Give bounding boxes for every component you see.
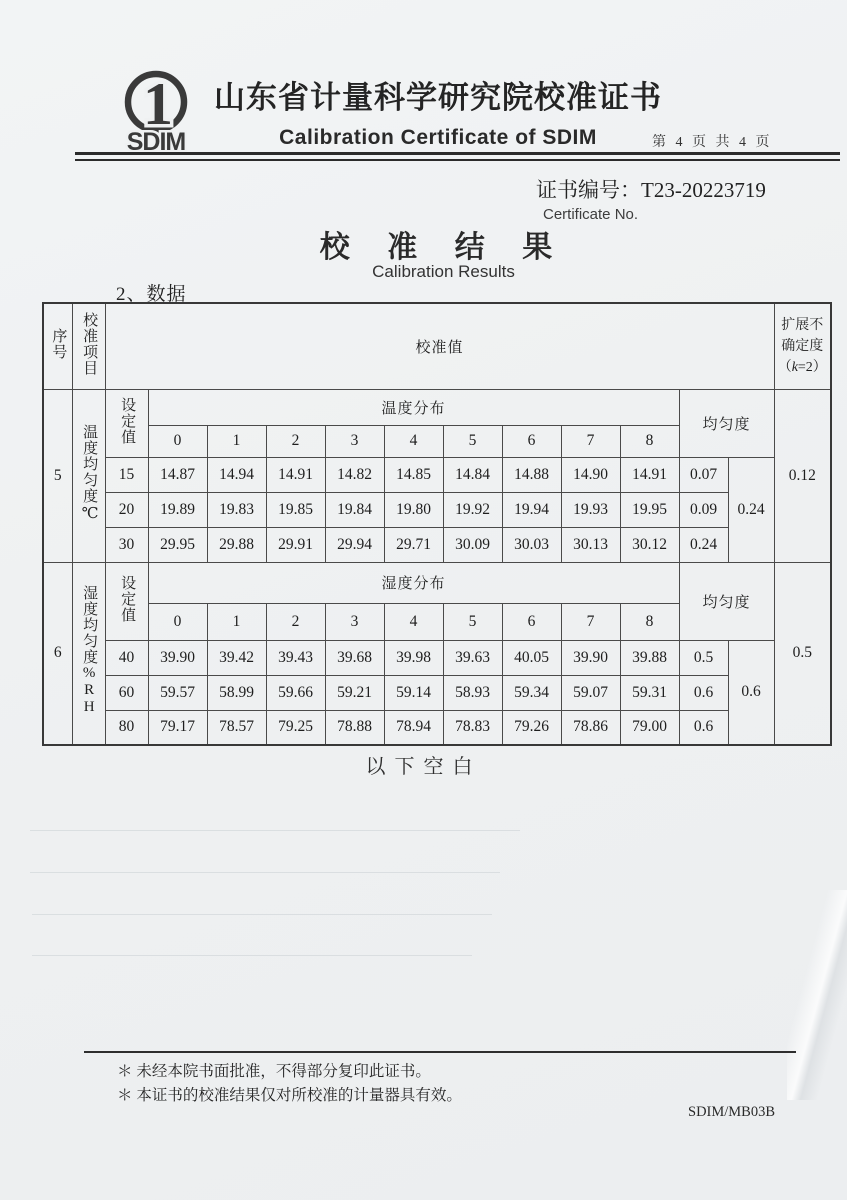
value-cell: 39.88 <box>620 640 679 675</box>
temp-distribution-header-cell: 温度分布 <box>148 389 679 425</box>
value-cell: 79.00 <box>620 710 679 745</box>
uncertainty-header-cell <box>774 303 831 389</box>
hum-uniformity-header-cell: 均匀度 <box>679 562 774 640</box>
point-cell: 8 <box>620 603 679 640</box>
point-cell: 7 <box>561 425 620 457</box>
value-cell: 30.12 <box>620 527 679 562</box>
point-cell: 7 <box>561 603 620 640</box>
sdim-logo <box>108 60 204 156</box>
value-cell: 14.94 <box>207 457 266 492</box>
value-cell: 14.84 <box>443 457 502 492</box>
value-cell: 29.88 <box>207 527 266 562</box>
hum-expanded-uncertainty-cell: 0.5 <box>774 562 831 745</box>
point-cell: 5 <box>443 603 502 640</box>
value-cell: 59.31 <box>620 675 679 710</box>
value-cell: 14.85 <box>384 457 443 492</box>
seq-header-label: 序号 <box>50 327 67 360</box>
hum-data-row <box>43 640 831 675</box>
value-cell: 39.63 <box>443 640 502 675</box>
value-cell: 19.85 <box>266 492 325 527</box>
certificate-number-label-en: Certificate No. <box>543 206 639 223</box>
hum-item-cell <box>72 562 105 745</box>
value-cell: 19.92 <box>443 492 502 527</box>
footer-note-2: ＊ 本证书的校准结果仅对所校准的计量器具有效。 <box>117 1087 462 1104</box>
temp-setpoint-label: 设定值 <box>119 396 136 445</box>
value-cell: 59.21 <box>325 675 384 710</box>
row-uniformity-cell: 0.6 <box>679 710 728 745</box>
row-uniformity-cell: 0.5 <box>679 640 728 675</box>
value-cell: 14.82 <box>325 457 384 492</box>
hum-subheader-row <box>43 562 831 603</box>
setpoint-cell: 15 <box>105 457 148 492</box>
value-cell: 30.13 <box>561 527 620 562</box>
point-cell: 4 <box>384 425 443 457</box>
row-uniformity-cell: 0.09 <box>679 492 728 527</box>
seq-header-cell <box>43 303 72 389</box>
value-cell: 39.42 <box>207 640 266 675</box>
uncertainty-k-open: （ <box>777 359 792 375</box>
value-cell: 39.43 <box>266 640 325 675</box>
bleed-through-line <box>32 955 472 956</box>
point-cell: 1 <box>207 603 266 640</box>
point-cell: 3 <box>325 603 384 640</box>
setpoint-cell: 40 <box>105 640 148 675</box>
item-header-label: 校准项目 <box>81 311 98 376</box>
institute-title-zh: 山东省计量科学研究院校准证书 <box>214 80 662 115</box>
data-section-label: 2、数据 <box>116 284 187 305</box>
uncertainty-k-rest: =2） <box>797 359 827 375</box>
value-cell: 79.17 <box>148 710 207 745</box>
value-cell: 19.95 <box>620 492 679 527</box>
point-cell: 5 <box>443 425 502 457</box>
item-header-cell <box>72 303 105 389</box>
hum-item-label: 湿度均匀度%RH <box>81 585 98 717</box>
value-cell: 19.89 <box>148 492 207 527</box>
value-cell: 30.09 <box>443 527 502 562</box>
point-cell: 2 <box>266 603 325 640</box>
bleed-through-line <box>30 872 500 873</box>
value-cell: 14.90 <box>561 457 620 492</box>
value-cell: 59.57 <box>148 675 207 710</box>
hum-data-row <box>43 675 831 710</box>
below-blank-note: 以下空白 <box>365 756 482 778</box>
value-cell: 40.05 <box>502 640 561 675</box>
uncertainty-header-label: 扩展不确定度 <box>781 317 824 354</box>
header-double-rule <box>75 152 840 161</box>
section-title-en: Calibration Results <box>372 262 515 281</box>
setpoint-cell: 60 <box>105 675 148 710</box>
temp-expanded-uncertainty-cell: 0.12 <box>774 389 831 562</box>
value-cell: 59.14 <box>384 675 443 710</box>
temp-subheader-row <box>43 389 831 425</box>
value-cell: 19.80 <box>384 492 443 527</box>
value-cell: 39.98 <box>384 640 443 675</box>
value-cell: 19.94 <box>502 492 561 527</box>
value-cell: 39.90 <box>561 640 620 675</box>
value-cell: 14.91 <box>620 457 679 492</box>
header-titles <box>198 72 678 150</box>
temp-setpoint-header-cell <box>105 389 148 457</box>
logo-numeral: 1 <box>143 71 173 137</box>
value-cell: 59.66 <box>266 675 325 710</box>
temp-data-row <box>43 492 831 527</box>
value-cell: 29.94 <box>325 527 384 562</box>
temp-item-cell <box>72 389 105 562</box>
value-cell: 78.83 <box>443 710 502 745</box>
hum-setpoint-header-cell <box>105 562 148 640</box>
row-uniformity-cell: 0.07 <box>679 457 728 492</box>
hum-data-row <box>43 710 831 745</box>
institute-title-en: Calibration Certificate of SDIM <box>279 126 597 149</box>
point-cell: 4 <box>384 603 443 640</box>
row-uniformity-cell: 0.24 <box>679 527 728 562</box>
value-cell: 19.84 <box>325 492 384 527</box>
temp-overall-uniformity-cell: 0.24 <box>728 457 774 562</box>
point-cell: 2 <box>266 425 325 457</box>
value-cell: 14.88 <box>502 457 561 492</box>
value-cell: 59.07 <box>561 675 620 710</box>
paper-crease <box>787 890 847 1100</box>
value-cell: 19.83 <box>207 492 266 527</box>
temp-uniformity-header-cell: 均匀度 <box>679 389 774 457</box>
value-header-cell: 校准值 <box>105 303 774 389</box>
value-cell: 14.91 <box>266 457 325 492</box>
page-number: 第 4 页 共 4 页 <box>652 135 773 150</box>
value-cell: 30.03 <box>502 527 561 562</box>
value-cell: 19.93 <box>561 492 620 527</box>
footer-rule <box>84 1051 796 1053</box>
uncertainty-k: k <box>791 359 798 375</box>
section-title-zh: 校 准 结 果 <box>319 231 568 264</box>
footer-note-1: ＊ 未经本院书面批准，不得部分复印此证书。 <box>117 1063 431 1080</box>
hum-overall-uniformity-cell: 0.6 <box>728 640 774 745</box>
sdim-logo-icon <box>108 60 204 156</box>
value-cell: 39.68 <box>325 640 384 675</box>
temp-data-row <box>43 457 831 492</box>
row-uniformity-cell: 0.6 <box>679 675 728 710</box>
point-cell: 0 <box>148 425 207 457</box>
temp-data-row <box>43 527 831 562</box>
point-cell: 8 <box>620 425 679 457</box>
value-cell: 59.34 <box>502 675 561 710</box>
hum-seq-cell: 6 <box>43 562 72 745</box>
hum-distribution-header-cell: 湿度分布 <box>148 562 679 603</box>
value-cell: 78.86 <box>561 710 620 745</box>
setpoint-cell: 30 <box>105 527 148 562</box>
temp-item-label: 温度均匀度℃ <box>81 423 98 523</box>
point-cell: 3 <box>325 425 384 457</box>
value-cell: 29.91 <box>266 527 325 562</box>
point-cell: 1 <box>207 425 266 457</box>
setpoint-cell: 20 <box>105 492 148 527</box>
value-cell: 78.57 <box>207 710 266 745</box>
hum-setpoint-label: 设定值 <box>119 574 136 623</box>
value-cell: 78.88 <box>325 710 384 745</box>
temp-seq-cell: 5 <box>43 389 72 562</box>
value-cell: 39.90 <box>148 640 207 675</box>
bleed-through-line <box>32 914 492 915</box>
point-cell: 6 <box>502 603 561 640</box>
value-cell: 78.94 <box>384 710 443 745</box>
setpoint-cell: 80 <box>105 710 148 745</box>
point-cell: 0 <box>148 603 207 640</box>
value-cell: 29.71 <box>384 527 443 562</box>
value-cell: 58.99 <box>207 675 266 710</box>
calibration-results-table <box>42 302 832 746</box>
value-cell: 79.25 <box>266 710 325 745</box>
value-cell: 58.93 <box>443 675 502 710</box>
bleed-through-line <box>30 830 520 831</box>
point-cell: 6 <box>502 425 561 457</box>
form-number: SDIM/MB03B <box>688 1104 776 1120</box>
value-cell: 29.95 <box>148 527 207 562</box>
logo-text: SDIM <box>126 128 186 156</box>
value-cell: 79.26 <box>502 710 561 745</box>
certificate-number: 证书编号：T23-20223719 <box>536 178 766 202</box>
table-header-row <box>43 303 831 389</box>
value-cell: 14.87 <box>148 457 207 492</box>
